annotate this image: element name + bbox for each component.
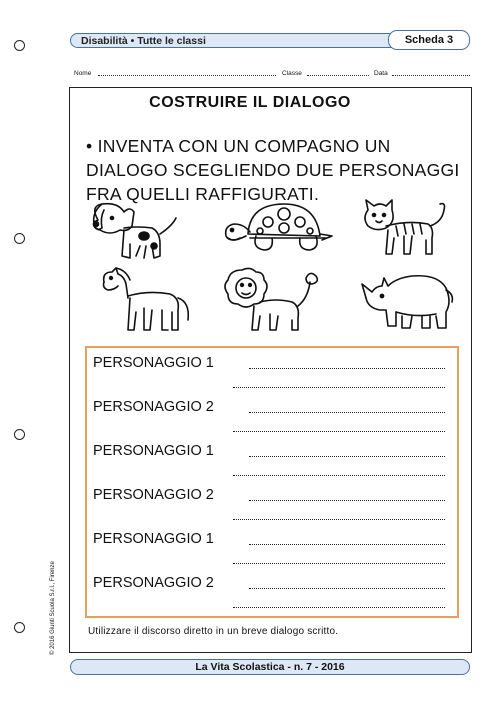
header-bar [70, 33, 470, 48]
dialogue-answer-line[interactable] [233, 431, 445, 432]
dialogue-speaker-label: PERSONAGGIO 2 [93, 575, 214, 591]
lion-icon [225, 268, 317, 330]
worksheet-tab: Scheda 3 [388, 30, 470, 50]
animal-illustrations [80, 198, 465, 338]
instruction-text [86, 134, 466, 206]
copyright-text: © 2016 Giunti Scuola S.r.l., Firenze [50, 561, 56, 655]
horse-icon [104, 268, 189, 330]
instruction-line: • INVENTA CON UN COMPAGNO UN [86, 136, 391, 156]
turtle-icon [226, 204, 332, 250]
dialogue-speaker-label: PERSONAGGIO 1 [93, 443, 214, 459]
punch-hole-icon [14, 40, 25, 51]
dialogue-answer-line[interactable] [249, 500, 445, 501]
dialogue-answer-line[interactable] [233, 563, 445, 564]
dog-icon [94, 204, 177, 258]
instruction-line: DIALOGO SCEGLIENDO DUE PERSONAGGI [86, 160, 460, 180]
name-field[interactable] [98, 75, 276, 76]
date-field[interactable] [392, 75, 470, 76]
dialogue-answer-line[interactable] [233, 519, 445, 520]
tiger-icon [365, 200, 445, 254]
page-title: COSTRUIRE IL DIALOGO [149, 94, 351, 111]
dialogue-answer-line[interactable] [249, 544, 445, 545]
dialogue-speaker-label: PERSONAGGIO 2 [93, 399, 214, 415]
dialogue-speaker-label: PERSONAGGIO 1 [93, 355, 214, 371]
dialogue-answer-line[interactable] [233, 387, 445, 388]
dialogue-answer-line[interactable] [249, 456, 445, 457]
date-label: Data [374, 70, 388, 77]
dialogue-speaker-label: PERSONAGGIO 1 [93, 531, 214, 547]
dialogue-answer-line[interactable] [249, 368, 445, 369]
class-label: Classe [282, 70, 302, 77]
punch-hole-icon [14, 233, 25, 244]
dialogue-answer-line[interactable] [233, 607, 445, 608]
class-field[interactable] [307, 75, 369, 76]
dialogue-speaker-label: PERSONAGGIO 2 [93, 487, 214, 503]
dialogue-answer-line[interactable] [249, 588, 445, 589]
footer-bar: La Vita Scolastica - n. 7 - 2016 [70, 659, 470, 675]
header-title: Disabilità • Tutte le classi [81, 35, 206, 47]
instruction-line: FRA QUELLI RAFFIGURATI. [86, 184, 320, 204]
punch-hole-icon [14, 429, 25, 440]
name-label: Nome [74, 70, 92, 77]
punch-hole-icon [14, 622, 25, 633]
student-info-line [74, 69, 470, 79]
dialogue-box [85, 346, 459, 618]
footnote-text: Utilizzare il discorso diretto in un breve dialogo scritto. [88, 626, 339, 637]
dialogue-answer-line[interactable] [249, 412, 445, 413]
rhinoceros-icon [362, 276, 452, 328]
dialogue-answer-line[interactable] [233, 475, 445, 476]
